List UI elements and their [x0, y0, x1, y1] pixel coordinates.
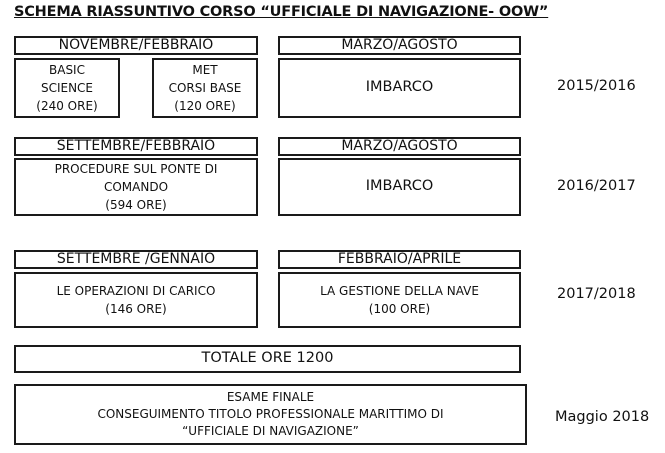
met-line-2: CORSI BASE [168, 81, 242, 95]
procedure-hours: (594 ORE) [105, 198, 167, 212]
row1-imbarco-box [278, 58, 521, 118]
final-exam-box [14, 384, 527, 445]
procedure-ponte-box [14, 158, 258, 216]
final-exam-line-3: “UFFICIALE DI NAVIGAZIONE” [182, 423, 359, 438]
procedure-line-2: COMANDO [103, 180, 169, 194]
row2-right-period-header: MARZO/AGOSTO [278, 137, 521, 156]
diagram-title: SCHEMA RIASSUNTIVO CORSO “UFFICIALE DI NAVIGAZIONE- OOW” [14, 4, 549, 20]
met-line-1: MET [192, 63, 218, 77]
year-2017-2018: 2017/2018 [557, 286, 636, 302]
basic-science-line-1: BASIC [49, 63, 85, 77]
row2-imbarco-box [278, 158, 521, 216]
row2-left-period-header: SETTEMBRE/FEBBRAIO [14, 137, 258, 156]
basic-science-box [14, 58, 120, 118]
final-exam-date: Maggio 2018 [555, 409, 650, 425]
operazioni-carico-title: LE OPERAZIONI DI CARICO [56, 284, 216, 298]
basic-science-line-2: SCIENCE [40, 81, 94, 95]
operazioni-carico-box [14, 272, 258, 328]
gestione-nave-box [278, 272, 521, 328]
year-2015-2016: 2015/2016 [557, 78, 636, 94]
final-exam-line-2: CONSEGUIMENTO TITOLO PROFESSIONALE MARITTIMO DI [97, 407, 444, 422]
total-hours-label: TOTALE ORE 1200 [201, 350, 334, 367]
row3-left-period-header: SETTEMBRE /GENNAIO [14, 250, 258, 269]
row1-imbarco-label: IMBARCO [365, 79, 434, 96]
met-hours: (120 ORE) [174, 99, 236, 113]
final-exam-title: ESAME FINALE [226, 390, 315, 405]
met-corsi-base-box [152, 58, 258, 118]
basic-science-hours: (240 ORE) [36, 99, 98, 113]
gestione-nave-title: LA GESTIONE DELLA NAVE [320, 284, 479, 298]
operazioni-carico-hours: (146 ORE) [105, 302, 167, 316]
row1-left-period-header: NOVEMBRE/FEBBRAIO [14, 36, 258, 55]
procedure-line-1: PROCEDURE SUL PONTE DI [54, 162, 218, 176]
year-2016-2017: 2016/2017 [557, 178, 636, 194]
row3-right-period-header: FEBBRAIO/APRILE [278, 250, 521, 269]
row1-right-period-header: MARZO/AGOSTO [278, 36, 521, 55]
gestione-nave-hours: (100 ORE) [368, 302, 431, 316]
total-hours-box [14, 345, 521, 373]
row2-imbarco-label: IMBARCO [365, 178, 434, 195]
